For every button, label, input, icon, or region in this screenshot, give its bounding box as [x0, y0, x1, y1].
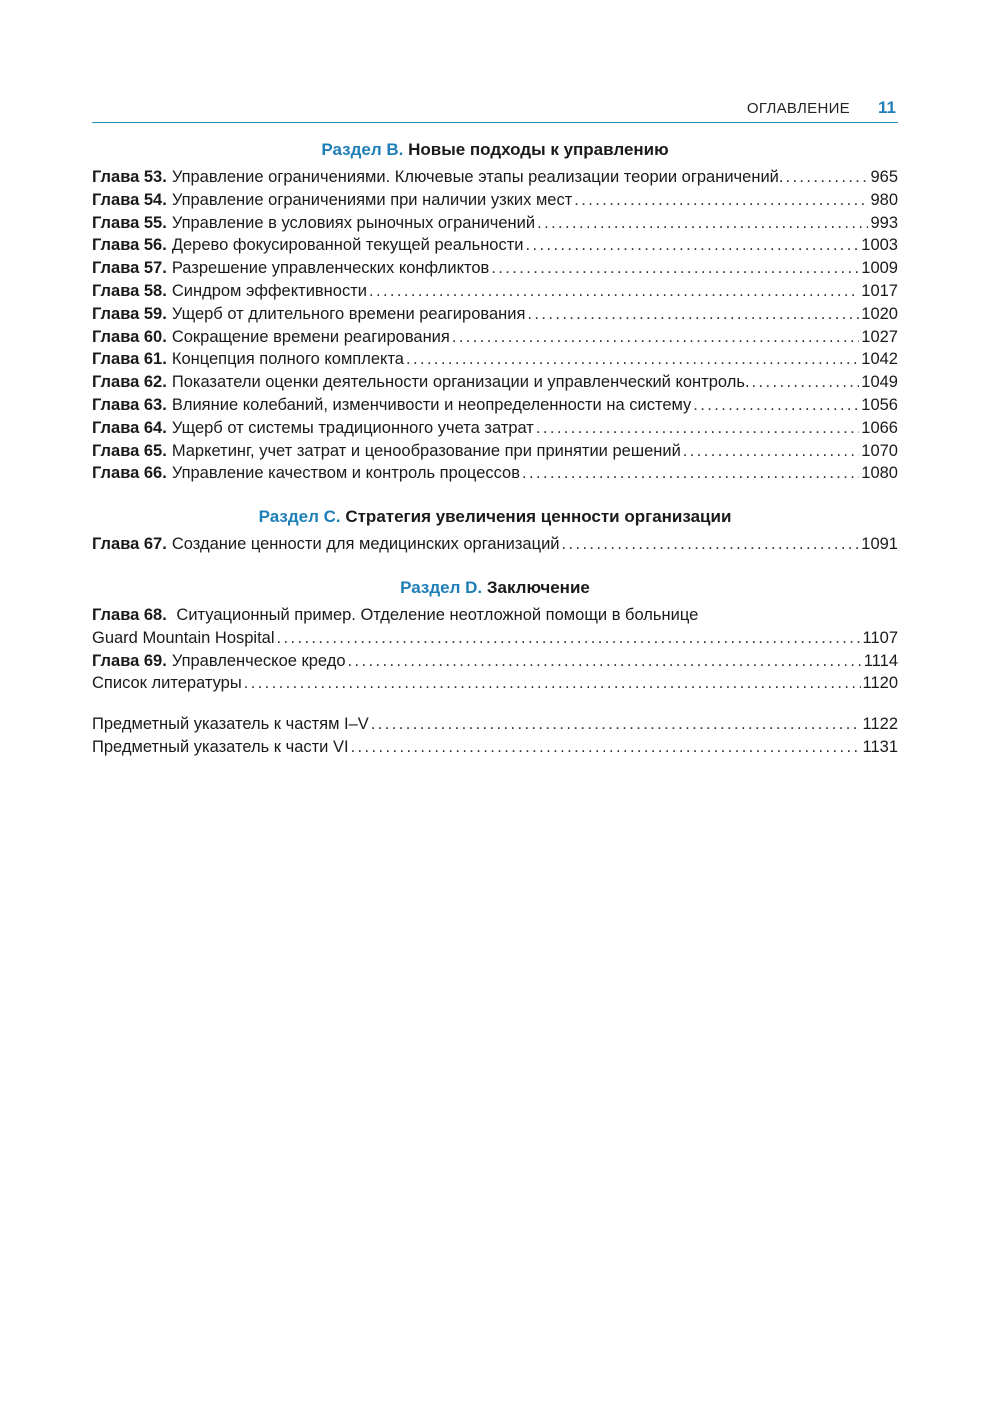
page-ref: 1122: [862, 715, 898, 734]
toc-entry[interactable]: [92, 348, 898, 371]
chapter-number: Глава 64.: [92, 418, 167, 437]
page-ref: 1070: [861, 441, 898, 460]
spacer: [92, 485, 898, 505]
toc-entry[interactable]: [92, 650, 898, 673]
section-title: Заключение: [486, 577, 590, 597]
page-ref: 1080: [861, 464, 898, 483]
chapter-title: Маркетинг, учет затрат и ценообразование при принятии решений: [171, 441, 681, 460]
running-head: [92, 98, 898, 123]
toc-entry-references[interactable]: [92, 672, 898, 695]
chapter-title: Управление в условиях рыночных ограничений: [171, 213, 536, 232]
page-number: 11: [878, 98, 896, 117]
chapter-number: Глава 67.: [92, 535, 167, 554]
toc-entry[interactable]: [92, 417, 898, 440]
dot-leader: [351, 736, 861, 759]
page-ref: 1066: [861, 418, 898, 437]
section-label: Раздел D.: [400, 577, 483, 597]
section-title: Новые подходы к управлению: [408, 140, 669, 159]
dot-leader: [537, 212, 868, 235]
running-head-title: ОГЛАВЛЕНИЕ: [746, 100, 850, 117]
toc-entry[interactable]: [92, 189, 898, 212]
chapter-title: Ущерб от системы традиционного учета затрат: [171, 418, 534, 437]
toc-entry-continuation[interactable]: [92, 627, 898, 650]
page-ref: 1049: [861, 373, 898, 392]
toc-entry-first-line[interactable]: [92, 604, 898, 627]
page-ref: 1027: [861, 327, 898, 346]
dot-leader: [452, 326, 859, 349]
section-label: Раздел B.: [321, 140, 404, 159]
dot-leader: [522, 462, 859, 485]
index-title: Предметный указатель к частям I–V: [92, 715, 369, 734]
chapter-title: Ущерб от длительного времени реагирования: [171, 304, 526, 323]
section-heading-b: [92, 138, 898, 162]
dot-leader: [562, 533, 860, 556]
spacer: [92, 695, 898, 713]
dot-leader: [683, 440, 859, 463]
chapter-title: Показатели оценки деятельности организации и управленческий контроль.: [171, 373, 750, 392]
chapter-number: Глава 66.: [92, 464, 167, 483]
chapter-title: Управленческое кредо: [171, 651, 346, 670]
section-title: Стратегия увеличения ценности организации: [345, 507, 732, 527]
chapter-title: Управление ограничениями при наличии узких мест: [171, 190, 573, 209]
dot-leader: [406, 348, 859, 371]
chapter-title: Концепция полного комплекта: [171, 350, 404, 369]
toc-entry[interactable]: [92, 371, 898, 394]
chapter-title: Влияние колебаний, изменчивости и неопределенности на систему: [171, 395, 692, 414]
chapter-title: Дерево фокусированной текущей реальности: [171, 236, 524, 255]
toc-entry[interactable]: [92, 280, 898, 303]
dot-leader: [526, 234, 860, 257]
section-heading-d: [92, 576, 898, 600]
dot-leader: [536, 417, 859, 440]
chapter-number: Глава 62.: [92, 373, 167, 392]
section-label: Раздел C.: [258, 507, 341, 527]
dot-leader: [244, 672, 861, 695]
toc-entry[interactable]: [92, 212, 898, 235]
toc-entry[interactable]: [92, 326, 898, 349]
dot-leader: [574, 189, 868, 212]
chapter-title: Разрешение управленческих конфликтов: [171, 259, 490, 278]
page-ref: 1017: [861, 281, 898, 300]
chapter-number: Глава 65.: [92, 441, 167, 460]
chapter-title: Сокращение времени реагирования: [171, 327, 450, 346]
toc-entry[interactable]: [92, 303, 898, 326]
page-ref: 965: [870, 168, 898, 186]
toc-entry-index[interactable]: [92, 713, 898, 736]
dot-leader: [785, 166, 868, 189]
chapter-number: Глава 56.: [92, 236, 167, 255]
page-ref: 980: [870, 190, 898, 209]
table-of-contents: [92, 138, 898, 759]
toc-entry[interactable]: [92, 462, 898, 485]
toc-entry[interactable]: [92, 257, 898, 280]
page-ref: 993: [870, 213, 898, 232]
dot-leader: [693, 394, 859, 417]
chapter-title: Управление качеством и контроль процессов: [171, 464, 521, 483]
page-ref: 1120: [862, 674, 898, 693]
chapter-number: Глава 54.: [92, 190, 167, 209]
chapter-number: Глава 59.: [92, 304, 167, 323]
page-ref: 1091: [861, 535, 898, 554]
index-title: Предметный указатель к части VI: [92, 737, 349, 756]
chapter-number: Глава 63.: [92, 395, 167, 414]
page-ref: 1003: [861, 236, 898, 255]
page-ref: 1009: [861, 259, 898, 278]
dot-leader: [277, 627, 861, 650]
toc-entry[interactable]: [92, 166, 898, 189]
toc-entry[interactable]: [92, 533, 898, 556]
dot-leader: [371, 713, 861, 736]
page-ref: 1020: [861, 304, 898, 323]
dot-leader: [527, 303, 859, 326]
chapter-number: Глава 69.: [92, 651, 167, 670]
chapter-number: Глава 57.: [92, 259, 167, 278]
toc-entry[interactable]: [92, 440, 898, 463]
page-ref: 1114: [863, 651, 898, 670]
chapter-number: Глава 55.: [92, 213, 167, 232]
chapter-title-continued: Guard Mountain Hospital: [92, 628, 275, 647]
page-ref: 1042: [861, 350, 898, 369]
page-ref: 1107: [862, 628, 898, 647]
references-title: Список литературы: [92, 674, 242, 693]
chapter-title: Синдром эффективности: [171, 281, 367, 300]
section-heading-c: [92, 505, 898, 529]
chapter-title: Ситуационный пример. Отделение неотложной помощи в больнице: [176, 605, 699, 624]
dot-leader: [348, 650, 862, 673]
toc-entry[interactable]: [92, 234, 898, 257]
chapter-number: Глава 68.: [92, 605, 167, 624]
spacer: [92, 556, 898, 576]
chapter-title: Управление ограничениями. Ключевые этапы реализации теории ограничений.: [171, 168, 784, 186]
chapter-number: Глава 60.: [92, 327, 167, 346]
page-ref: 1056: [861, 395, 898, 414]
toc-entry-index[interactable]: [92, 736, 898, 759]
toc-entry[interactable]: [92, 394, 898, 417]
dot-leader: [491, 257, 859, 280]
dot-leader: [752, 371, 860, 394]
page-ref: 1131: [862, 737, 898, 756]
chapter-number: Глава 58.: [92, 281, 167, 300]
chapter-title: Создание ценности для медицинских организаций: [171, 535, 560, 554]
chapter-number: Глава 53.: [92, 168, 167, 186]
chapter-number: Глава 61.: [92, 350, 167, 369]
dot-leader: [369, 280, 859, 303]
